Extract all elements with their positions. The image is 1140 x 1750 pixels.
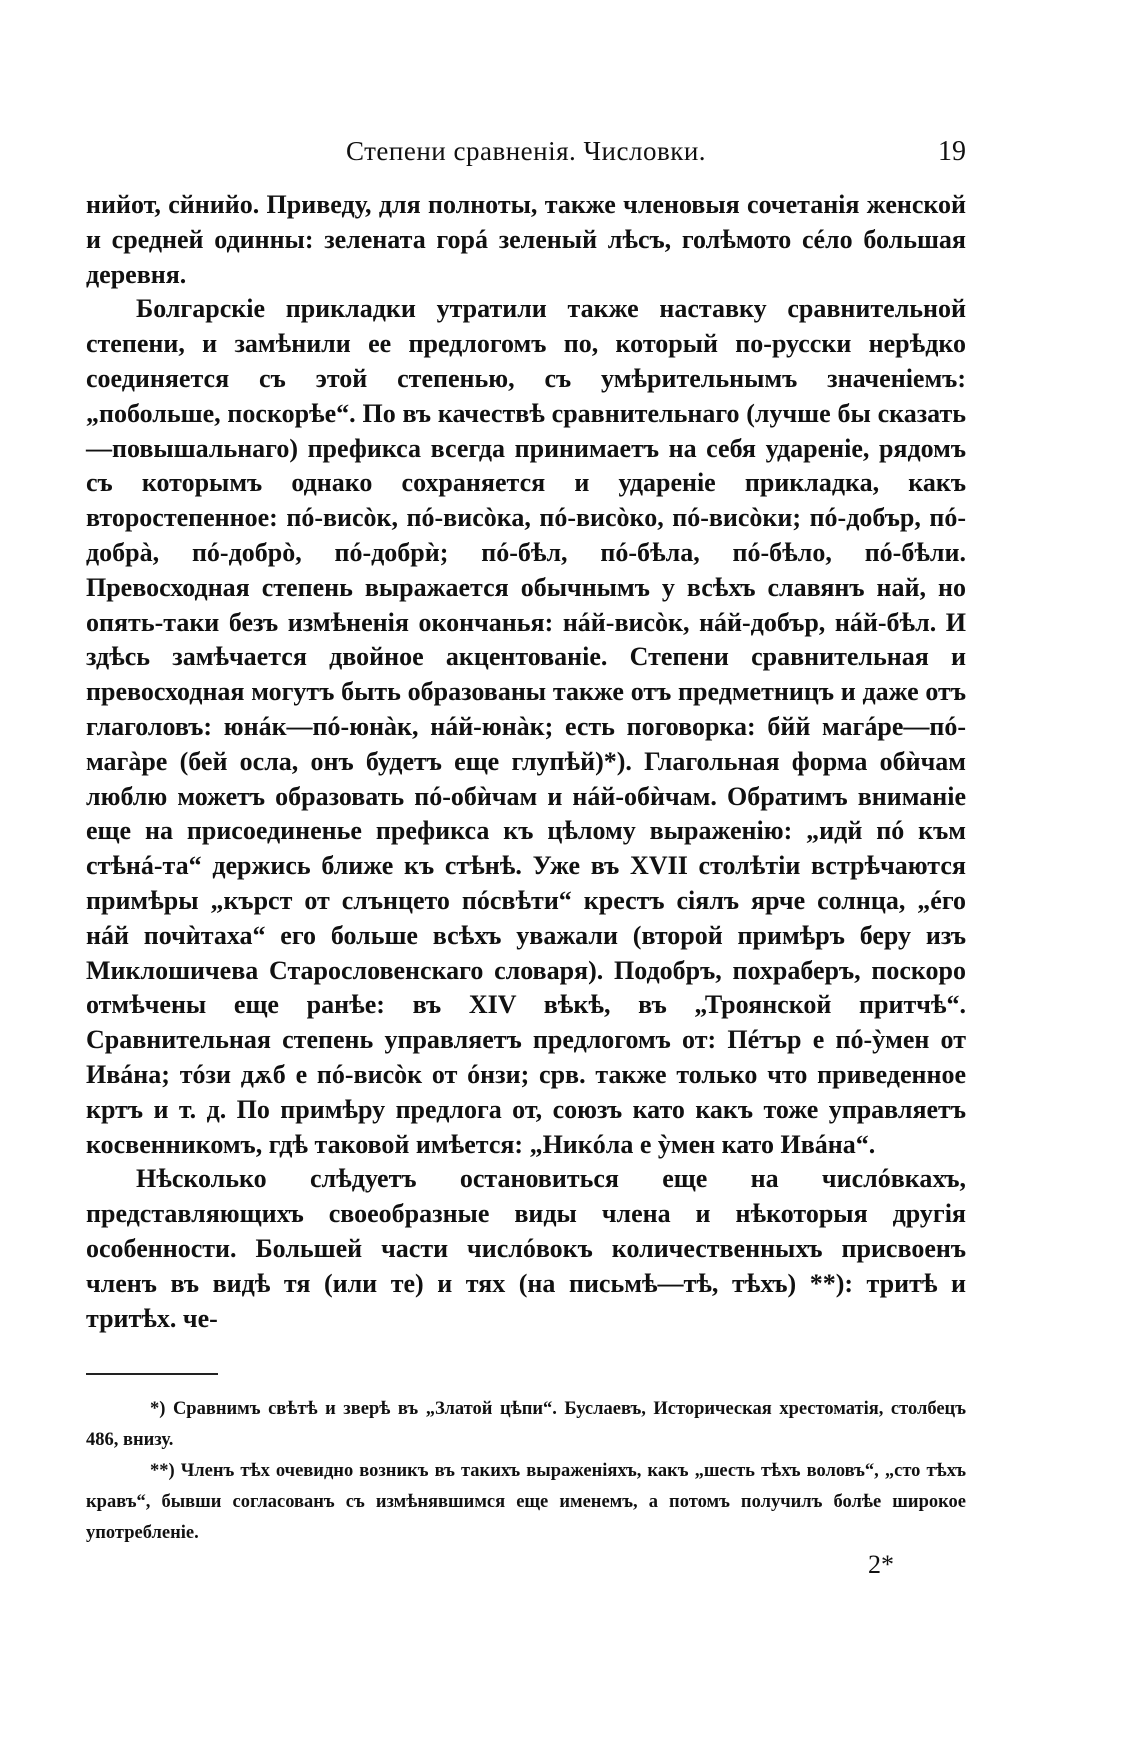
main-text bbox=[86, 188, 966, 1336]
paragraph-continuation: нийот, сйнийо. Приведу, для полноты, также членовыя сочетанія женской и средней одинны: зелената горá зеленый лѣсъ, голѣмото céло большая деревня. bbox=[86, 190, 966, 289]
footnote-2: **) Членъ тѣх очевидно возникъ въ такихъ выраженіяхъ, какъ „шесть тѣхъ воловъ“, „сто тѣхъ кравъ“, бывши согласованъ съ измѣнявшимся еще именемъ, а потомъ получилъ болѣе широкое употребленіе. bbox=[86, 1461, 966, 1543]
page-number: 19 bbox=[938, 136, 966, 167]
footnote-divider bbox=[86, 1373, 218, 1375]
footnotes bbox=[86, 1394, 966, 1549]
paragraph-numerals: Нѣсколько слѣдуетъ остановиться еще на числóвкахъ, представляющихъ своеобразные виды члена и нѣкоторыя другія особенности. Большей части числóвокъ количественныхъ присвоенъ членъ въ видѣ тя (или те) и тях (на письмѣ—тѣ, тѣхъ) **): тритѣ и тритѣх. че- bbox=[86, 1164, 966, 1333]
paragraph-comparison-degrees: Болгарскіе прикладки утратили также наставку сравнительной степени, и замѣнили ее предлогомъ по, который по-русски нерѣдко соединяется съ этой степенью, съ умѣрительнымъ значеніемъ: „побольше, поскорѣе“. По въ качествѣ сравнительнаго (лучше бы сказать—повышальнаго) префикса всегда принимаетъ на себя удареніе, рядомъ съ которымъ однако сохраняется и удареніе прикладка, какъ второстепенное: пó-висòк, пó-висòка, пó-висòко, пó-висòки; пó-добър, пó-добрà, пó-добрò, пó-добрѝ; пó-бѣл, пó-бѣла, пó-бѣло, пó-бѣли. Превосходная степень выражается обычнымъ у всѣхъ славянъ най, но опять-таки безъ измѣненія окончанья: нáй-висòк, нáй-добър, нáй-бѣл. И здѣсь замѣчается двойное акцентованіе. Степени сравнительная и превосходная могутъ быть образованы также отъ предметницъ и даже отъ глаголовъ: юнáк—пó-юнàк, нáй-юнàк; есть поговорка: бйй магáре—пó-магàре (бей осла, онъ будетъ еще глупѣй)*). Глагольная форма обѝчам люблю можетъ образовать пó-обѝчам и нáй-обѝчам. Обратимъ вниманіе еще на присоединенье префикса къ цѣлому выраженію: „идй пó към стѣнá-та“ держись ближе къ стѣнѣ. Уже въ XVII столѣтіи встрѣчаются примѣры „кърст от слънцето пóсвѣти“ крестъ сіялъ ярче солнца, „éго нáй почѝтаха“ его больше всѣхъ уважали (второй примѣръ беру изъ Миклошичева Старословенскаго словаря). Подобръ, похраберъ, поскоро отмѣчены еще ранѣе: въ XIV вѣкѣ, въ „Троянской притчѣ“. Сравнительная степень управляетъ предлогомъ от: Пéтър е пó-ỳмен от Ивáна; тóзи дѫб е пó-висòк от óнзи; срв. также только что приведенное кртъ и т. д. По примѣру предлога от, союзъ като какъ тоже управляетъ косвенникомъ, гдѣ таковой имѣется: „Никóла е ỳмен като Ивáна“. bbox=[86, 294, 966, 1159]
running-title: Степени сравненія. Числовки. bbox=[345, 136, 707, 166]
footnote-1: *) Сравнимъ свѣтѣ и зверѣ въ „Златой цѣпи“. Буслаевъ, Историческая хрестоматія, столбецъ 486, внизу. bbox=[86, 1399, 966, 1450]
signature-mark: 2* bbox=[868, 1550, 894, 1579]
running-head bbox=[86, 136, 966, 176]
